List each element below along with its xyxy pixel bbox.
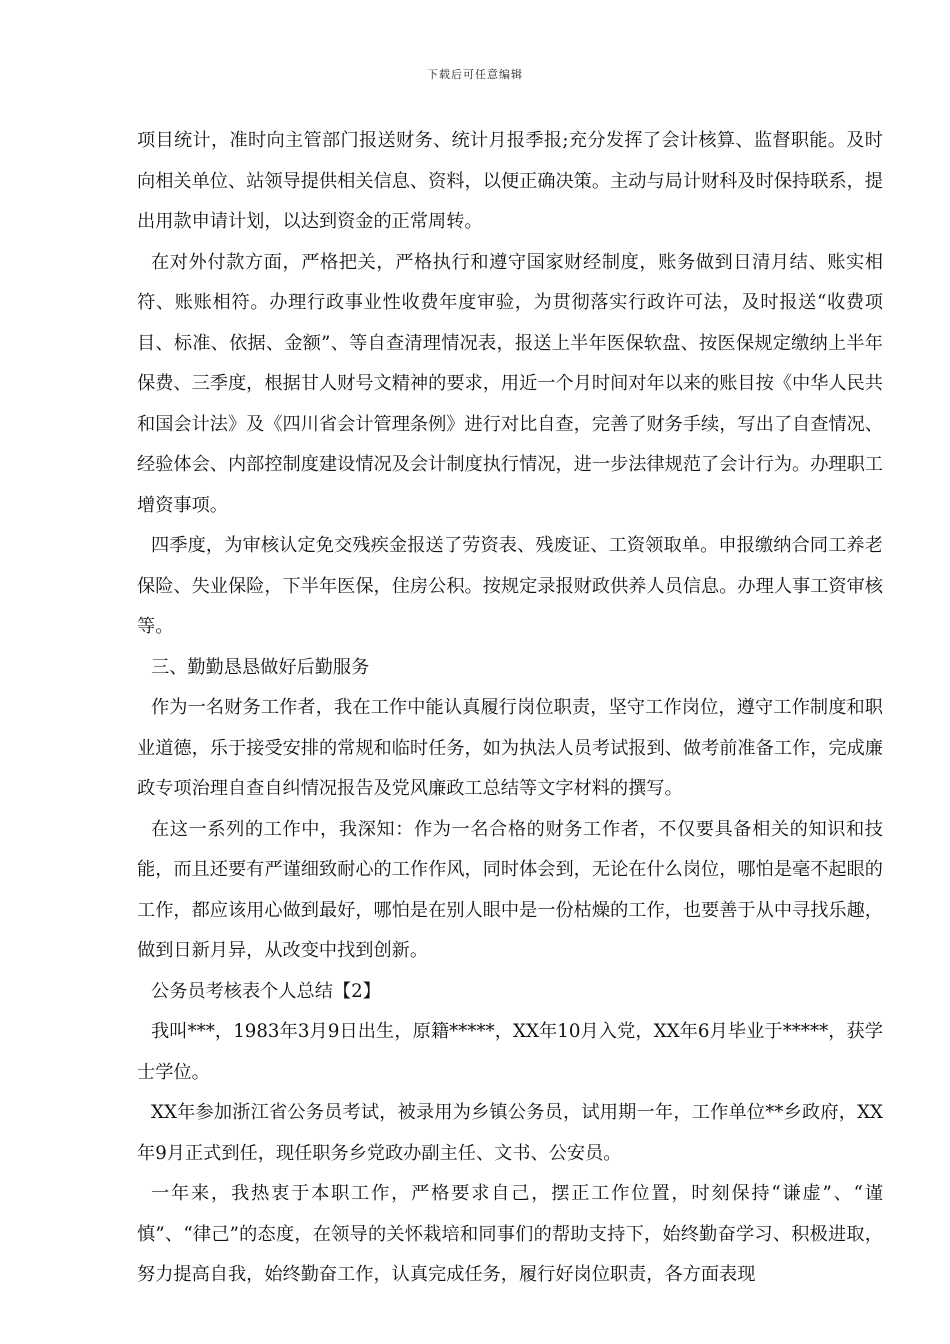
paragraph-5: 作为一名财务工作者，我在工作中能认真履行岗位职责，坚守工作岗位，遵守工作制度和职业道德，乐于接受安排的常规和临时任务，如为执法人员考试报到、做考前准备工作，完成廉政专项治理自查自纠情况报告及党风廉政工总结等文字材料的撰写。: [137, 697, 883, 799]
page-header: 下载后可任意编辑: [427, 68, 523, 81]
section-heading-summary-2: 公务员考核表个人总结【2】: [151, 980, 381, 1002]
paragraph-8: 我叫***，1983年3月9日出生，原籍*****，XX年10月入党，XX年6月毕业于*****，获学士学位。: [137, 1021, 883, 1083]
paragraph-10: 一年来，我热衷于本职工作，严格要求自己，摆正工作位置，时刻保持“谦虚”、“谨慎”、“律己”的态度，在领导的关怀栽培和同事们的帮助支持下，始终勤奋学习、积极进取，努力提高自我，始终勤奋工作，认真完成任务，履行好岗位职责，各方面表现: [137, 1183, 883, 1285]
paragraph-6: 在这一系列的工作中，我深知：作为一名合格的财务工作者，不仅要具备相关的知识和技能，而且还要有严谨细致耐心的工作作风，同时体会到，无论在什么岗位，哪怕是毫不起眼的工作，都应该用心做到最好，哪怕是在别人眼中是一份枯燥的工作，也要善于从中寻找乐趣，做到日新月异，从改变中找到创新。: [137, 818, 883, 961]
paragraph-2: 在对外付款方面，严格把关，严格执行和遵守国家财经制度，账务做到日清月结、账实相符、账账相符。办理行政事业性收费年度审验，为贯彻落实行政许可法，及时报送“收费项目、标准、依据、金额”、等自查清理情况表，报送上半年医保软盘、按医保规定缴纳上半年保费、三季度，根据甘人财号文精神的要求，用近一个月时间对年以来的账目按《中华人民共和国会计法》及《四川省会计管理条例》进行对比自查，完善了财务手续，写出了自查情况、经验体会、内部控制度建设情况及会计制度执行情况，进一步法律规范了会计行为。办理职工增资事项。: [137, 251, 883, 516]
section-heading-3: 三、勤勤恳恳做好后勤服务: [151, 656, 370, 678]
paragraph-1: 项目统计，准时向主管部门报送财务、统计月报季报;充分发挥了会计核算、监督职能。及时向相关单位、站领导提供相关信息、资料，以便正确决策。主动与局计财科及时保持联系，提出用款申请计划，以达到资金的正常周转。: [137, 130, 883, 232]
paragraph-9: XX年参加浙江省公务员考试，被录用为乡镇公务员，试用期一年，工作单位**乡政府，XX年9月正式到任，现任职务乡党政办副主任、文书、公安员。: [137, 1102, 883, 1164]
document-body: [137, 121, 883, 1296]
paragraph-3: 四季度，为审核认定免交残疾金报送了劳资表、残废证、工资领取单。申报缴纳合同工养老保险、失业保险，下半年医保，住房公积。按规定录报财政供养人员信息。办理人事工资审核等。: [137, 535, 883, 637]
